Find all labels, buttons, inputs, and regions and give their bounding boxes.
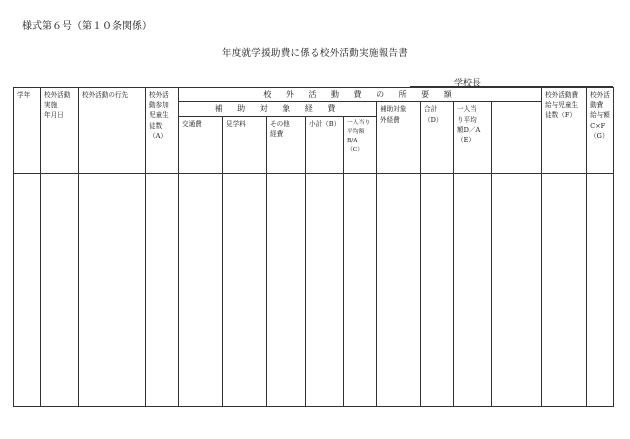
header-recipients: 校外活動費 給与児童生 徒数（F） <box>542 88 587 174</box>
header-per-person-b: 一人当り 平均額 B/A （C） <box>344 116 377 173</box>
cell-year[interactable] <box>14 173 41 406</box>
header-date: 校外活動 実施 年月日 <box>41 88 79 174</box>
header-participants: 校外活 動参加 児童生 徒数 （A） <box>146 88 179 174</box>
cell-transport[interactable] <box>179 173 223 406</box>
principal-label: 学校長 <box>454 79 482 89</box>
header-other: その他 経費 <box>267 116 306 173</box>
cell-destination[interactable] <box>79 173 146 406</box>
header-year: 学年 <box>14 88 41 174</box>
cell-recipients[interactable] <box>492 173 542 406</box>
document-title: 年度就学援助費に係る校外活動実施報告書 <box>221 48 409 59</box>
header-per-person-d: 一人当 り平均 額D／A （E） <box>454 102 492 173</box>
cell-per-person-b[interactable] <box>344 173 377 406</box>
cell-admission[interactable] <box>223 173 267 406</box>
table-row <box>14 173 614 406</box>
cell-date[interactable] <box>41 173 79 406</box>
header-subtotal: 小計（B） <box>306 116 344 173</box>
cell-non-subsidy[interactable] <box>377 173 421 406</box>
header-admission: 見学料 <box>223 116 267 173</box>
header-group-subsidy: 補 助 対 象 経 費 <box>179 102 377 116</box>
cell-per-person-d[interactable] <box>454 173 492 406</box>
cell-amount[interactable] <box>542 173 587 406</box>
cell-participants[interactable] <box>146 173 179 406</box>
header-destination: 校外活動の行先 <box>79 88 146 174</box>
cell-remarks[interactable] <box>587 173 614 406</box>
form-number: 様式第６号（第１０条関係） <box>22 21 152 32</box>
cell-total[interactable] <box>421 173 454 406</box>
cell-other[interactable] <box>267 173 306 406</box>
header-total: 合計 （D） <box>421 102 454 173</box>
header-group-cost: 校 外 活 動 費 の 所 要 額 <box>179 88 542 102</box>
header-amount: 校外活動費 給与額 C×F（G） <box>587 88 614 174</box>
report-table <box>13 87 614 407</box>
report-table-wrapper <box>13 87 613 407</box>
header-transport: 交通費 <box>179 116 223 173</box>
header-non-subsidy: 補助対象 外経費 <box>377 102 421 173</box>
cell-subtotal[interactable] <box>306 173 344 406</box>
